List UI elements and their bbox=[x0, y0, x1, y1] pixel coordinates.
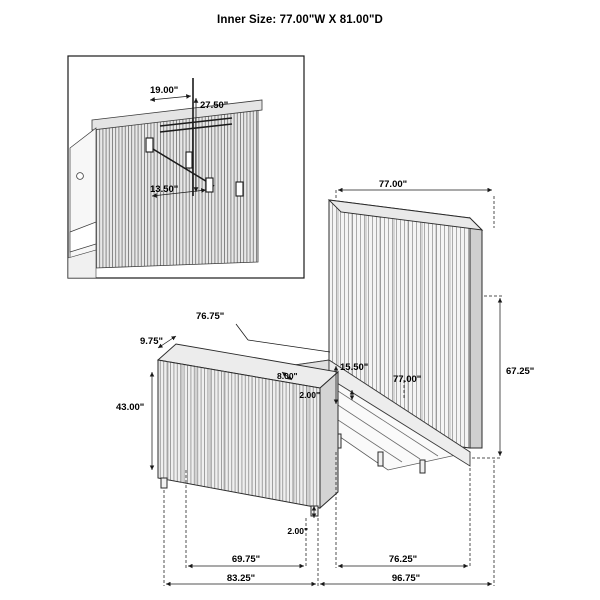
dim-footprint-right: 76.25" bbox=[388, 554, 418, 565]
dim-fb-height: 43.00" bbox=[116, 402, 145, 413]
inset-dim-1350: 13.50" bbox=[150, 184, 179, 195]
dim-footprint-left: 69.75" bbox=[231, 554, 261, 565]
dim-footprint-left-outer: 83.25" bbox=[226, 573, 256, 584]
dim-rail-length: 76.75" bbox=[196, 311, 225, 322]
dim-footprint-right-outer: 96.75" bbox=[391, 573, 421, 584]
dim-slat-clearance: 15.50" bbox=[340, 362, 369, 373]
inset-detail-view bbox=[68, 56, 304, 278]
dim-leg-height-inner: 2.00" bbox=[299, 390, 320, 400]
dim-hb-width-top: 77.00" bbox=[378, 179, 408, 190]
dim-hb-height-right: 67.25" bbox=[506, 366, 535, 377]
dim-fb-offset: 9.75" bbox=[140, 336, 163, 347]
inset-dim-19: 19.00" bbox=[150, 85, 179, 96]
dim-rail-thickness: 8.00" bbox=[277, 371, 298, 381]
footboard bbox=[158, 344, 338, 516]
dim-leg-height-front: 2.00" bbox=[287, 526, 308, 536]
dim-inner-width: 77.00" bbox=[393, 374, 422, 385]
page-title: Inner Size: 77.00"W X 81.00"D bbox=[217, 14, 383, 26]
inset-dim-2750: 27.50" bbox=[200, 100, 229, 111]
